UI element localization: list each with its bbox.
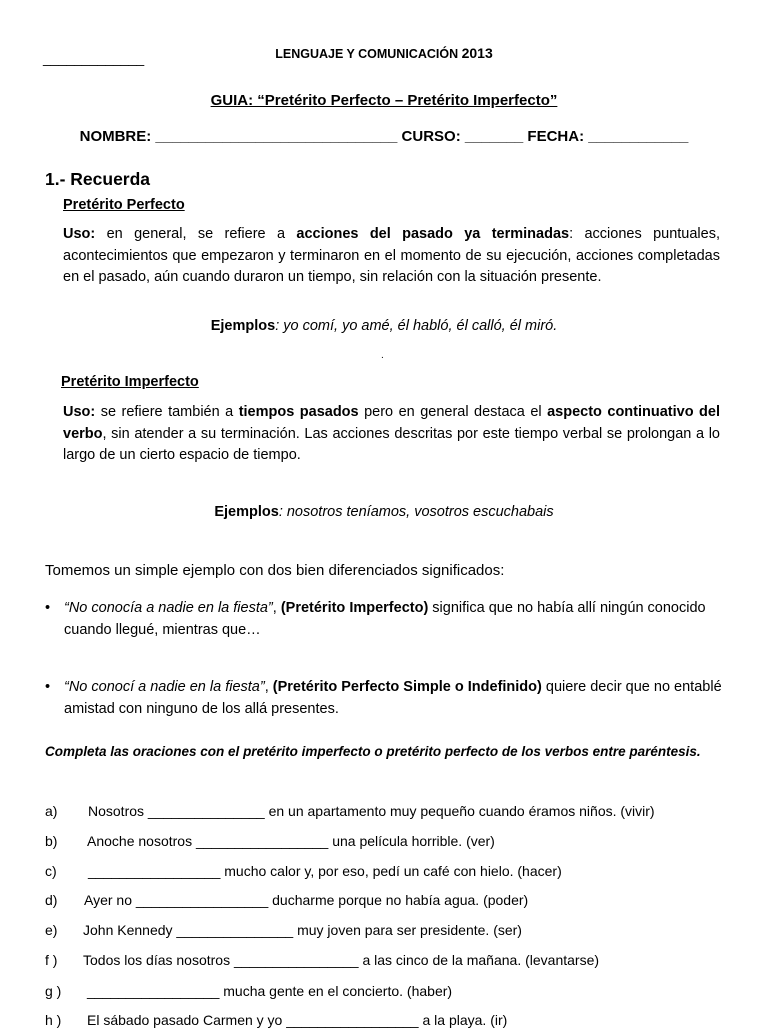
item-sentence: Ayer no _________________ ducharme porque no había agua. (poder) xyxy=(84,892,529,908)
usage-text: en general, se refiere a xyxy=(95,226,297,242)
preterito-imperfecto-usage xyxy=(63,402,720,467)
item-label: e) xyxy=(45,922,58,938)
preterito-perfecto-examples xyxy=(0,318,768,334)
item-label: b) xyxy=(45,833,58,849)
item-sentence: John Kennedy _______________ muy joven para ser presidente. (ser) xyxy=(83,922,522,938)
examples-text: : nosotros teníamos, vosotros escuchabais xyxy=(278,504,554,520)
subject-title xyxy=(0,45,768,61)
preterito-imperfecto-heading: Pretérito Imperfecto xyxy=(61,374,199,390)
usage-text: , sin atender a su terminación. Las acciones descritas por este tiempo verbal se prolongan a lo largo de un cierto espacio de tiempo. xyxy=(63,425,720,463)
quote-separator: , xyxy=(264,679,273,695)
comparison-bullet-imperfecto xyxy=(45,598,725,642)
item-sentence: _________________ mucha gente en el concierto. (haber) xyxy=(87,983,453,999)
usage-text: pero en general destaca el xyxy=(358,404,548,420)
tense-label: (Pretérito Perfecto Simple o Indefinido) xyxy=(272,679,542,695)
usage-highlight: aspecto continuativo del verbo xyxy=(63,404,720,442)
separator-dot: . xyxy=(381,350,384,361)
item-sentence: Todos los días nosotros ________________ a las cinco de la mañana. (levantarse) xyxy=(83,952,600,968)
usage-text: se refiere también a xyxy=(95,404,239,420)
bullet-icon: • xyxy=(45,600,51,616)
usage-highlight: tiempos pasados xyxy=(238,404,359,420)
usage-label: Uso: xyxy=(63,404,96,420)
preterito-imperfecto-examples xyxy=(0,504,768,520)
examples-label: Ejemplos xyxy=(214,504,279,520)
item-label: a) xyxy=(45,803,58,819)
examples-text: : yo comí, yo amé, él habló, él calló, él miró. xyxy=(275,318,558,334)
item-sentence: El sábado pasado Carmen y yo _________________ a la playa. (ir) xyxy=(87,1012,508,1028)
tense-label: (Pretérito Imperfecto) xyxy=(280,600,429,616)
exercise-instruction: Completa las oraciones con el pretérito imperfecto o pretérito perfecto de los verbos entre paréntesis. xyxy=(45,744,701,759)
subject-year: 2013 xyxy=(461,45,493,61)
item-label: d) xyxy=(45,892,58,908)
explanation-text: significa que no había allí ningún conocido cuando llegué, mientras que… xyxy=(64,600,706,638)
item-sentence: _________________ mucho calor y, por eso, pedí un café con hielo. (hacer) xyxy=(88,863,562,879)
preterito-perfecto-heading: Pretérito Perfecto xyxy=(63,197,185,213)
example-quote: “No conocí a nadie en la fiesta” xyxy=(64,679,265,695)
item-sentence: Nosotros _______________ en un apartamento muy pequeño cuando éramos niños. (vivir) xyxy=(88,803,655,819)
section-heading: 1.- Recuerda xyxy=(45,169,151,189)
bullet-text xyxy=(64,598,729,641)
examples-label: Ejemplos xyxy=(210,318,276,334)
comparison-intro: Tomemos un simple ejemplo con dos bien diferenciados significados: xyxy=(45,562,505,579)
example-quote: “No conocía a nadie en la fiesta” xyxy=(64,600,273,616)
bullet-text xyxy=(64,677,729,720)
subject-name: LENGUAJE Y COMUNICACIÓN xyxy=(275,47,459,61)
comparison-bullet-perfecto xyxy=(45,677,725,721)
usage-text: : acciones puntuales, acontecimientos que empezaron y terminaron en el momento de su ejecución, acciones completadas en el pasado, aún cuando duraron un tiempo, sin relación con la situación presente. xyxy=(63,226,720,285)
student-form-line: NOMBRE: _____________________________ CURSO: _______ FECHA: ____________ xyxy=(79,128,689,145)
explanation-text: quiere decir que no entablé amistad con ninguno de los allá presentes. xyxy=(64,679,722,717)
quote-separator: , xyxy=(272,600,281,616)
item-label: g ) xyxy=(45,983,62,999)
item-label: h ) xyxy=(45,1012,62,1028)
usage-highlight: acciones del pasado ya terminadas xyxy=(296,226,570,242)
item-label: c) xyxy=(45,863,57,879)
usage-label: Uso: xyxy=(63,226,96,242)
item-sentence: Anoche nosotros _________________ una película horrible. (ver) xyxy=(87,833,495,849)
guide-title: GUIA: “Pretérito Perfecto – Pretérito Imperfecto” xyxy=(210,92,558,109)
item-label: f ) xyxy=(45,952,58,968)
bullet-icon: • xyxy=(45,679,51,695)
student-name-blank: _____________ xyxy=(43,50,145,66)
preterito-perfecto-usage xyxy=(63,224,720,289)
